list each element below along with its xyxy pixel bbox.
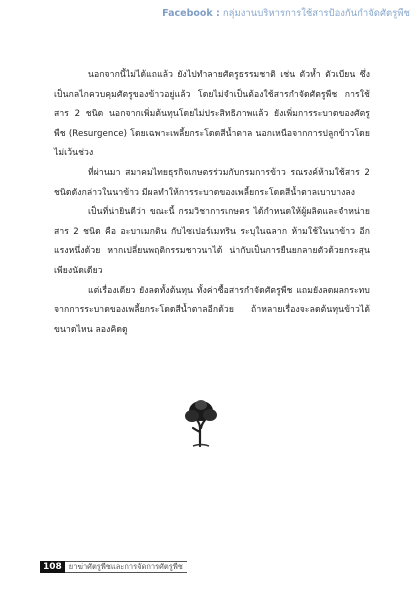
tree-ornament-icon <box>183 398 219 448</box>
paragraph: เป็นที่น่ายินดีว่า ขณะนี้ กรมวิชาการเกษตร ได้กำหนดให้ผู้ผลิตและจำหน่ายสาร 2 ชนิด คือ อะบาเมกติน กับไซเปอร์เมทริน ระบุในฉลาก ห้ามใช้ในนาข้าว อีกแรงหนึ่งด้วย หากเปลี่ยนพฤติกรรมชาวนาได้ น่ากับเป็นการยืนยกลายตัวด้วยกระสุนเพียงนัดเดียว <box>54 207 370 276</box>
page-header <box>162 6 410 21</box>
paragraph: นอกจากนี้ไม่ได้แถแล้ว ยังไปทำลายศัตรูธรรมชาติ เช่น ตัวห้ำ ตัวเบียน ซึ่งเป็นกลไกควบคุมศัตรูของข้าวอยู่แล้ว โดยไม่จำเป็นต้องใช้สารกำจัดศัตรูพืช การใช้สาร 2 ชนิด นอกจากเพิ่มต้นทุนโดยไม่ประสิทธิภาพแล้ว ยังเพิ่มการระบาดของศัตรูพืช (Resurgence) โดยเฉพาะเพลี้ยกระโดดสีน้ำตาล นอกเหนือจากการปลูกข้าวโดยไม่เว้นช่วง <box>54 70 370 159</box>
facebook-group-name: กลุ่มงานบริหารการใช้สารป้องกันกำจัดศัตรูพืช <box>222 8 410 19</box>
footer-title: ยาฆ่าศัตรูพืชและการจัดการศัตรูพืช <box>65 561 187 573</box>
page-number: 108 <box>40 561 65 573</box>
paragraph: แต่เรื่องเดียว ยังลดทั้งต้นทุน ทั้งค่าซื้อสารกำจัดศัตรูพืช แถมยังลดผลกระทบจากการระบาดของเพลี้ยกระโดดสีน้ำตาลอีกด้วย ถ้าหลายเรื่องจะลดต้นทุนข้าวได้ขนาดไหน ลองคิดดู <box>54 285 370 335</box>
article-body <box>54 66 370 340</box>
paragraph: ที่ผ่านมา สมาคมไทยธุรกิจเกษตรร่วมกับกรมการข้าว รณรงค์ห้ามใช้สาร 2 ชนิดดังกล่าวในนาข้าว มีผลทำให้การระบาดของเพลี้ยกระโดดสีน้ำตาลเบาบางลง <box>54 167 370 198</box>
page-footer <box>40 561 187 573</box>
facebook-label: Facebook : <box>162 8 220 19</box>
